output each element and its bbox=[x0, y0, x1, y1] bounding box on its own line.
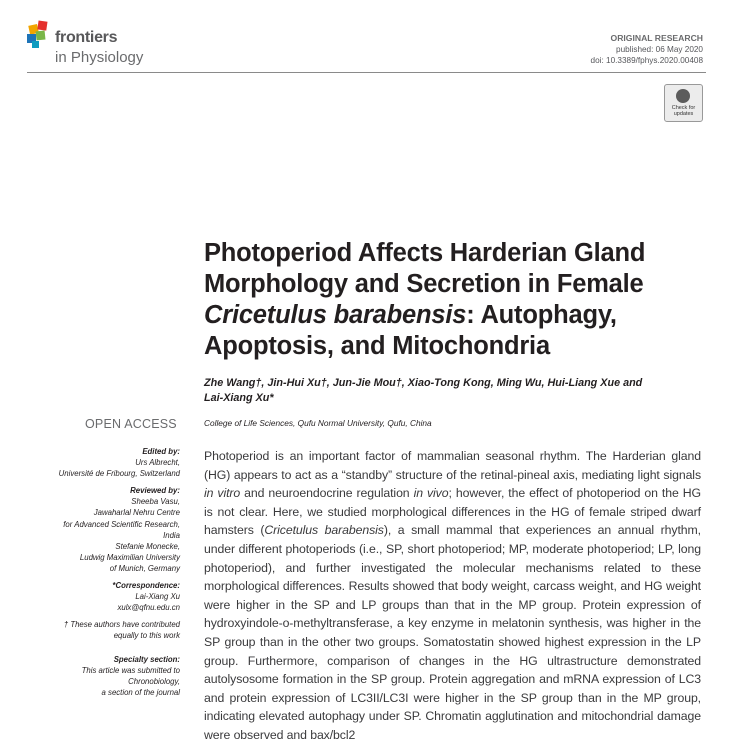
title-line4: Apoptosis, and Mitochondria bbox=[204, 332, 550, 360]
author-list bbox=[204, 376, 699, 406]
specialty-line1: This article was submitted to bbox=[81, 665, 180, 675]
contribution-note-1: † These authors have contributed bbox=[63, 620, 180, 630]
reviewer1-affiliation-2: for Advanced Scientific Research, bbox=[63, 519, 180, 529]
check-for-updates-line2: updates bbox=[673, 111, 694, 117]
edited-by-heading: Edited by: bbox=[142, 447, 180, 456]
abstract-italic-species: Cricetulus barabensis bbox=[264, 523, 384, 538]
reviewer2-affiliation-1: Ludwig Maximilian University bbox=[79, 552, 180, 562]
specialty-line3: a section of the journal bbox=[101, 687, 180, 697]
abstract-italic-in-vitro: in vitro bbox=[204, 486, 241, 501]
abstract-part2: and neuroendocrine regulation bbox=[240, 486, 414, 501]
authors-line1[interactable]: Zhe Wang†, Jin-Hui Xu†, Jun-Jie Mou†, Xiao-Tong Kong, Ming Wu, Hui-Liang Xue and bbox=[204, 377, 643, 389]
abstract-part3: ; however, the effect of photoperiod on the HG is not clear. Here, we studied morphological differences in the HG of female striped dwarf hamsters ( bbox=[204, 486, 702, 538]
reviewer2-affiliation-2: of Munich, Germany bbox=[109, 563, 180, 573]
reviewer2-name: Stefanie Monecke, bbox=[115, 541, 180, 551]
doi-link[interactable]: doi: 10.3389/fphys.2020.00408 bbox=[590, 56, 703, 65]
title-line3-rest: : Autophagy, bbox=[466, 301, 617, 329]
reviewer1-affiliation-3: India bbox=[163, 530, 180, 540]
reviewer1-affiliation-1: Jawaharlal Nehru Centre bbox=[93, 508, 180, 518]
reviewer1-name: Sheeba Vasu, bbox=[131, 497, 180, 507]
correspondence-heading: *Correspondence: bbox=[112, 581, 180, 591]
specialty-heading: Specialty section: bbox=[113, 654, 180, 664]
abstract-text bbox=[204, 447, 701, 745]
open-access-label: OPEN ACCESS bbox=[85, 417, 177, 431]
update-icon bbox=[676, 89, 690, 103]
authors-line2[interactable]: Lai-Xiang Xu* bbox=[204, 392, 274, 404]
article-title bbox=[204, 238, 714, 362]
editor-name: Urs Albrecht, bbox=[135, 458, 180, 468]
check-for-updates-label bbox=[665, 105, 702, 117]
check-for-updates-line1: Check for bbox=[671, 105, 696, 111]
article-sidebar bbox=[10, 446, 180, 698]
affiliation: College of Life Sciences, Qufu Normal University, Qufu, China bbox=[204, 418, 432, 428]
title-species: Cricetulus barabensis bbox=[204, 301, 467, 329]
article-meta bbox=[591, 33, 703, 66]
abstract-italic-in-vivo: in vivo bbox=[413, 486, 449, 501]
title-line1: Photoperiod Affects Harderian Gland bbox=[204, 239, 646, 267]
journal-name-line1: frontiers bbox=[55, 29, 118, 46]
abstract-part1: Photoperiod is an important factor of mammalian seasonal rhythm. The Harderian gland (HG) appears to act as a “standby” structure of the retinal-pineal axis, mediating light signals bbox=[204, 449, 701, 482]
journal-logo[interactable] bbox=[27, 19, 207, 69]
title-line2: Morphology and Secretion in Female bbox=[204, 270, 644, 298]
journal-name-line2: in Physiology bbox=[55, 49, 144, 66]
contribution-note-2: equally to this work bbox=[113, 631, 180, 641]
editor-affiliation: Université de Fribourg, Switzerland bbox=[58, 469, 180, 479]
article-type: ORIGINAL RESEARCH bbox=[610, 33, 703, 43]
abstract-part4: ), a small mammal that experiences an annual rhythm, under different photoperiods (i.e., SP, short photoperiod; MP, moderate photoperiod; LP, long photoperiod), and further investigated the molecular mechanisms related to these morphological differences. Results showed that body weight, carcass weight, and HG weight were higher in the SP and LP groups than that in the MP group. Protein expression of hydroxyindole-o-methyltransferase, a key enzyme in melatonin synthesis, was higher in the SP group than in the other two groups. Somatostatin showed highest expression in the LP group. Furthermore, comparison of changes in the HG ultrastructure demonstrated autolysosome formation in the SP group. Protein aggregation and mRNA expression of LC3 and protein expression of LC3II/LC3I were higher in the SP group than in the MP group, indicating elevated autophagy under SP. Chromatin agglutination and mitochondrial damage were observed and bax/bcl2 bbox=[204, 523, 701, 742]
reviewed-by-heading: Reviewed by: bbox=[130, 486, 180, 496]
check-for-updates-button[interactable] bbox=[664, 84, 703, 122]
header-divider bbox=[27, 72, 706, 73]
correspondence-name: Lai-Xiang Xu bbox=[135, 592, 180, 602]
correspondence-email[interactable]: xulx@qfnu.edu.cn bbox=[117, 603, 180, 613]
title-line3 bbox=[204, 300, 714, 331]
published-date: published: 06 May 2020 bbox=[616, 45, 703, 54]
specialty-line2: Chronobiology, bbox=[128, 676, 180, 686]
frontiers-logo-icon bbox=[27, 19, 53, 49]
